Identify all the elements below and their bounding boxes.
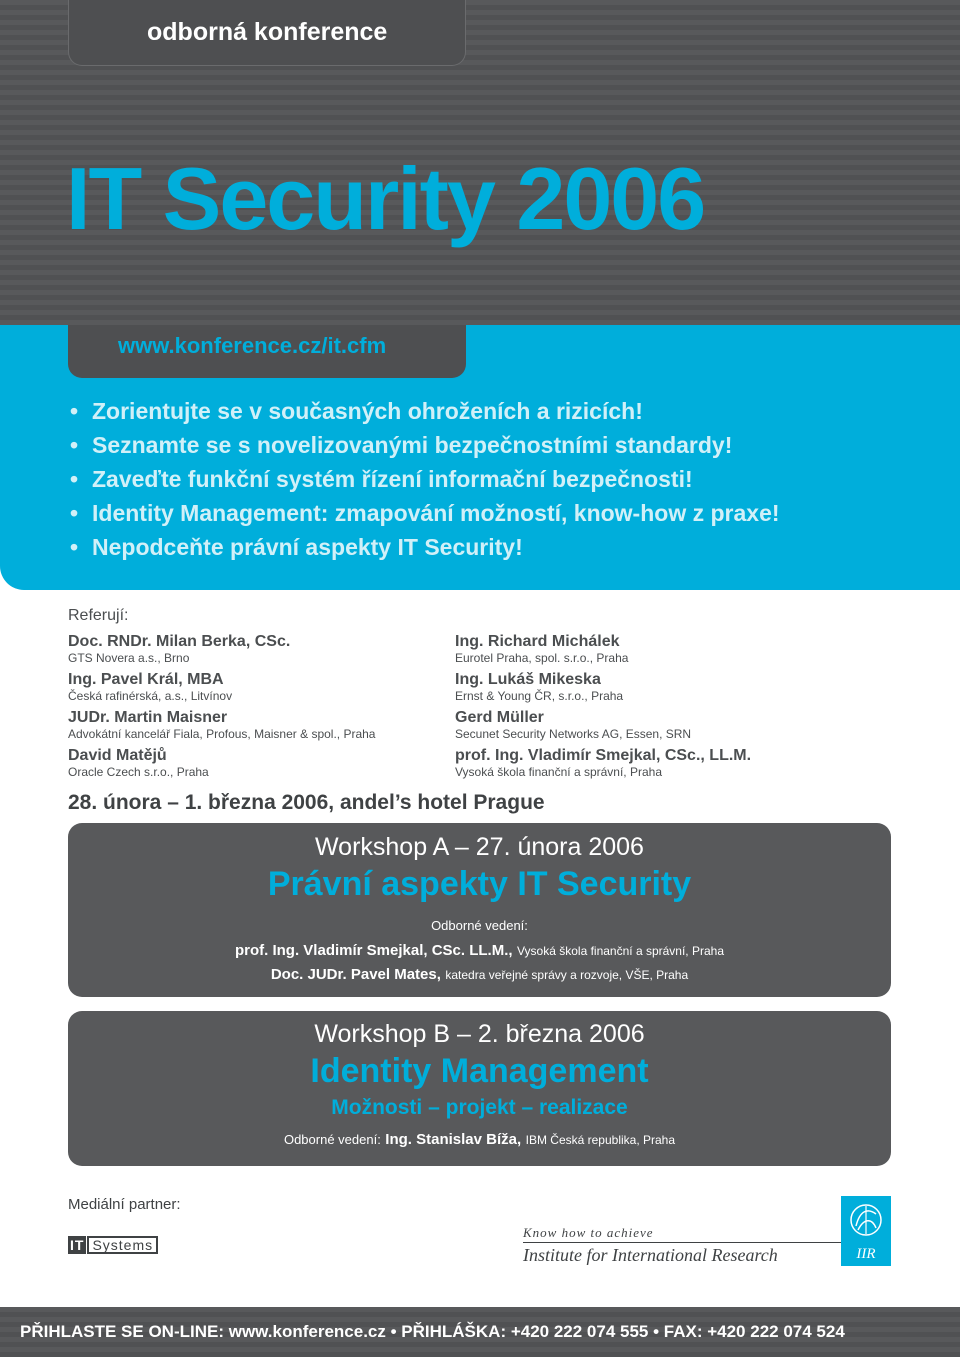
it-systems-logo: IT Systems bbox=[68, 1236, 158, 1254]
speaker-org: Vysoká škola finanční a správní, Praha bbox=[455, 765, 662, 779]
lead-org: katedra veřejné správy a rozvoje, VŠE, Praha bbox=[445, 968, 689, 982]
list-item: • Zorientujte se v současných ohroženích a rizicích! bbox=[70, 398, 643, 424]
conference-type-tab bbox=[68, 0, 466, 66]
speaker-entry bbox=[455, 632, 751, 670]
iir-name: Institute for International Research bbox=[523, 1245, 778, 1265]
url-tab[interactable] bbox=[68, 325, 466, 378]
iir-abbr: IIR bbox=[856, 1246, 876, 1262]
speaker-org: Česká rafinérská, a.s., Litvínov bbox=[68, 689, 233, 703]
speaker-name: David Matějů bbox=[68, 747, 167, 764]
registration-info: PŘIHLASTE SE ON-LINE: www.konference.cz • PŘIHLÁŠKA: +420 222 074 555 • FAX: +420 222 074 524 bbox=[20, 1322, 845, 1341]
lead-name: Doc. JUDr. Pavel Mates, bbox=[270, 966, 441, 983]
footer-bar bbox=[0, 1307, 960, 1357]
speakers-label: Referují: bbox=[68, 607, 129, 624]
conference-url-link[interactable]: www.konference.cz/it.cfm bbox=[118, 333, 387, 358]
speaker-name: prof. Ing. Vladimír Smejkal, CSc., LL.M. bbox=[455, 747, 752, 764]
list-item: • Identity Management: zmapování možností, know-how z praxe! bbox=[70, 500, 780, 526]
iir-divider bbox=[523, 1242, 841, 1243]
speaker-name: Ing. Richard Michálek bbox=[455, 633, 620, 650]
workshop-a-lead-2 bbox=[68, 964, 891, 986]
bullet-icon: • bbox=[70, 534, 79, 560]
lead-org: Vysoká škola finanční a správní, Praha bbox=[517, 944, 724, 958]
workshop-b-topic: Identity Management bbox=[310, 1052, 649, 1090]
lead-name: prof. Ing. Vladimír Smejkal, CSc. LL.M., bbox=[234, 942, 513, 959]
list-item: • Nepodceňte právní aspekty IT Security! bbox=[70, 534, 523, 560]
workshop-a-heading: Workshop A – 27. února 2006 bbox=[315, 833, 644, 861]
workshop-b-heading: Workshop B – 2. března 2006 bbox=[314, 1020, 645, 1048]
workshop-b-lead bbox=[68, 1129, 891, 1151]
speaker-entry bbox=[68, 708, 375, 746]
speaker-entry bbox=[68, 632, 375, 670]
speaker-org: Eurotel Praha, spol. s.r.o., Praha bbox=[455, 651, 629, 665]
lead-name: Ing. Stanislav Bíža, bbox=[385, 1131, 522, 1148]
speaker-org: Oracle Czech s.r.o., Praha bbox=[68, 765, 209, 779]
iir-logo bbox=[841, 1196, 891, 1266]
page-title: IT Security 2006 bbox=[66, 149, 705, 248]
speakers-column-right bbox=[455, 632, 751, 784]
workshop-a-topic: Právní aspekty IT Security bbox=[267, 865, 692, 903]
list-item: • Seznamte se s novelizovanými bezpečnostními standardy! bbox=[70, 432, 733, 458]
speaker-entry bbox=[455, 670, 751, 708]
speaker-entry bbox=[455, 708, 751, 746]
speaker-entry bbox=[68, 670, 375, 708]
speaker-name: Ing. Lukáš Mikeska bbox=[455, 671, 601, 688]
media-partner-label: Mediální partner: bbox=[68, 1196, 181, 1213]
conference-type-label: odborná konference bbox=[147, 18, 388, 46]
speaker-org: Advokátní kancelář Fiala, Profous, Maisner & spol., Praha bbox=[68, 727, 376, 741]
workshop-a-panel bbox=[68, 823, 891, 997]
speakers-column-left bbox=[68, 632, 375, 784]
speaker-org: Ernst & Young ČR, s.r.o., Praha bbox=[455, 689, 624, 703]
iir-tagline: Know how to achieve bbox=[523, 1225, 654, 1240]
speaker-name: Doc. RNDr. Milan Berka, CSc. bbox=[68, 633, 291, 650]
lead-org: IBM Česká republika, Praha bbox=[525, 1133, 676, 1147]
list-item: • Zaveďte funkční systém řízení informační bezpečnosti! bbox=[70, 466, 693, 492]
speaker-entry bbox=[455, 746, 751, 784]
workshop-b-panel bbox=[68, 1011, 891, 1166]
speaker-name: Ing. Pavel Král, MBA bbox=[68, 671, 224, 688]
workshop-a-lead-1 bbox=[68, 940, 891, 962]
speaker-entry bbox=[68, 746, 375, 784]
lead-label: Odborné vedení: bbox=[283, 1132, 381, 1147]
speaker-org: GTS Novera a.s., Brno bbox=[68, 651, 190, 665]
workshop-b-subtitle: Možnosti – projekt – realizace bbox=[331, 1096, 628, 1119]
speaker-name: Gerd Müller bbox=[455, 709, 544, 726]
iir-emblem-icon bbox=[846, 1200, 886, 1240]
event-dates: 28. února – 1. března 2006, andel’s hotel Prague bbox=[68, 791, 545, 814]
bullet-icon: • bbox=[70, 398, 79, 424]
bullet-icon: • bbox=[70, 432, 79, 458]
speaker-org: Secunet Security Networks AG, Essen, SRN bbox=[455, 727, 692, 741]
speaker-name: JUDr. Martin Maisner bbox=[68, 709, 228, 726]
benefits-list bbox=[70, 396, 780, 566]
bullet-icon: • bbox=[70, 466, 79, 492]
workshop-a-lead-label: Odborné vedení: bbox=[431, 918, 528, 933]
bullet-icon: • bbox=[70, 500, 79, 526]
